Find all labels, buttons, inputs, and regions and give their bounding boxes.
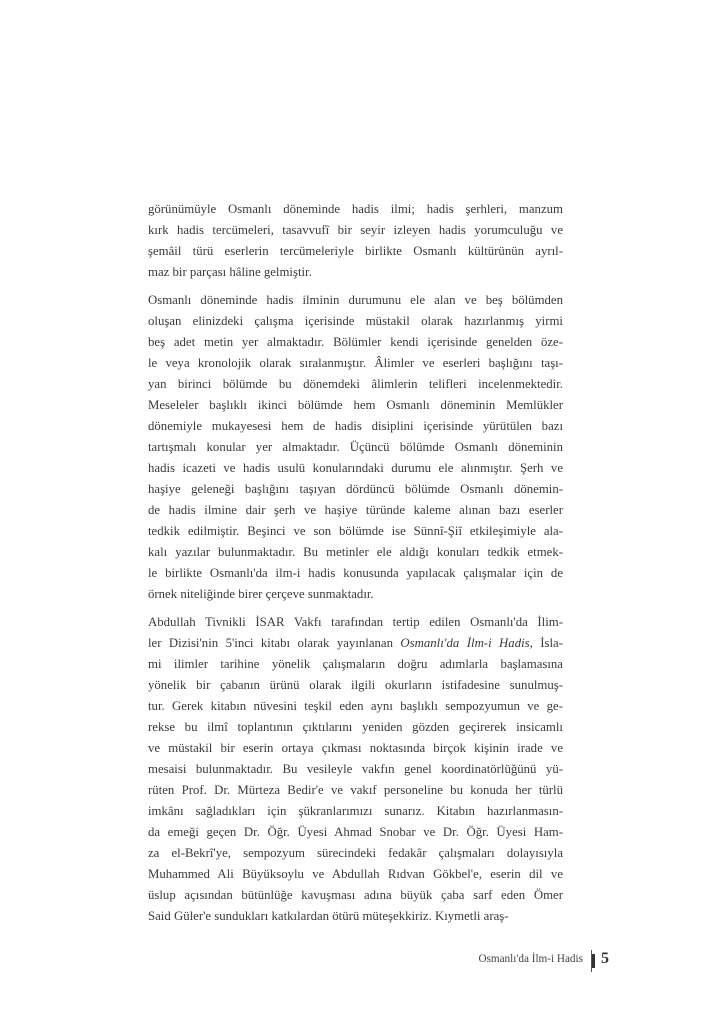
paragraph: [148, 290, 563, 605]
text-line: Said Güler'e sundukları katkılardan ötürü müteşekkiriz. Kıymetli araş-: [148, 909, 509, 923]
text-line: üslup açısından bütünlüğe kavuşması adına büyük çaba sarf eden Ömer: [148, 888, 563, 902]
text-line: hadis icazeti ve hadis usulü konularındaki durumu ele alınmıştır. Şerh ve: [148, 461, 563, 475]
text-line: da emeği geçen Dr. Öğr. Üyesi Ahmad Snobar ve Dr. Öğr. Üyesi Ham-: [148, 825, 563, 839]
text-line: maz bir parçası hâline gelmiştir.: [148, 265, 312, 279]
text-line: dönemiyle mukayesesi hem de hadis disiplini içerisinde yürütülen bazı: [148, 419, 563, 433]
text-line: Muhammed Ali Büyüksoylu ve Abdullah Rıdvan Gökbel'e, eserin dil ve: [148, 867, 563, 881]
text-line: za el-Bekrî'ye, sempozyum sürecindeki fedakâr çalışmaları dolayısıyla: [148, 846, 563, 860]
text-line: ler Dizisi'nin 5'inci kitabı olarak yayınlanan Osmanlı'da İlm-i Hadis, İsla-: [148, 636, 563, 650]
text-line: tartışmalı konular yer almaktadır. Üçüncü bölümde Osmanlı döneminin: [148, 440, 563, 454]
text-line: görünümüyle Osmanlı döneminde hadis ilmi; hadis şerhleri, manzum: [148, 202, 563, 216]
text-line: de hadis ilmine dair şerh ve haşiye türünde kaleme alınan bazı eserler: [148, 503, 563, 517]
text-line: ve müstakil bir eserin ortaya çıkması noktasında birçok kişinin irade ve: [148, 741, 563, 755]
text-line: rüten Prof. Dr. Mürteza Bedir'e ve vakıf personeline bu konuda her türlü: [148, 783, 563, 797]
running-title: Osmanlı'da İlm-i Hadis: [478, 953, 583, 965]
text-line: mi ilimler tarihine yönelik çalışmaların doğru adımlarla başlamasına: [148, 657, 563, 671]
page-number: 5: [601, 950, 609, 967]
text-line: kırk hadis tercümeleri, tasavvufî bir seyir izleyen hadis yorumculuğu ve: [148, 223, 563, 237]
text-line: beş adet metin yer almaktadır. Bölümler kendi içerisinde genelden öze-: [148, 335, 563, 349]
text-line: kalı yazılar bulunmaktadır. Bu metinler ele aldığı konuları tedkik etmek-: [148, 545, 563, 559]
paragraph: [148, 199, 563, 283]
page-body: [148, 199, 563, 934]
footer-marker: [592, 954, 595, 968]
paragraph: [148, 612, 563, 927]
text-line: rekse bu ilmî toplantının çıktılarını yeniden gözden geçirerek insicamlı: [148, 720, 563, 734]
text-line: Osmanlı döneminde hadis ilminin durumunu ele alan ve beş bölümden: [148, 293, 563, 307]
text-line: tur. Gerek kitabın nüvesini teşkil eden aynı başlıklı sempozyumun ve ge-: [148, 699, 563, 713]
text-line: imkânı sağladıkları için şükranlarımızı sunarız. Kitabın hazırlanmasın-: [148, 804, 563, 818]
text-line: yönelik bir çabanın ürünü olarak ilgili okurların istifadesine sunulmuş-: [148, 678, 563, 692]
text-line: mesaisi bulunmaktadır. Bu vesileyle vakfın genel koordinatörlüğünü yü-: [148, 762, 563, 776]
text-line: Meseleler başlıklı ikinci bölümde hem Osmanlı döneminin Memlükler: [148, 398, 563, 412]
page-footer: [0, 950, 710, 972]
text-line: oluşan elinizdeki çalışma içerisinde müstakil olarak hazırlanmış yirmi: [148, 314, 563, 328]
text-line: şemâil türü eserlerin tercümeleriyle birlikte Osmanlı kültürünün ayrıl-: [148, 244, 563, 258]
text-line: Abdullah Tivnikli İSAR Vakfı tarafından tertip edilen Osmanlı'da İlim-: [148, 615, 563, 629]
book-title: Osmanlı'da İlm-i Hadis: [400, 636, 530, 650]
text-line: le birlikte Osmanlı'da ilm-i hadis konusunda yapılacak çalışmalar için de: [148, 566, 563, 580]
text-line: haşiye geleneği başlığını taşıyan dördüncü bölümde Osmanlı dönemin-: [148, 482, 563, 496]
text-line: örnek niteliğinde birer çerçeve sunmaktadır.: [148, 587, 374, 601]
text-line: le veya kronolojik olarak sıralanmıştır. Âlimler ve eserleri başlığını taşı-: [148, 356, 563, 370]
text-line: tedkik edilmiştir. Beşinci ve son bölümde ise Sünnî-Şiî etkileşimiyle ala-: [148, 524, 563, 538]
text-line: yan birinci bölümde bu dönemdeki âlimlerin telifleri incelenmektedir.: [148, 377, 563, 391]
